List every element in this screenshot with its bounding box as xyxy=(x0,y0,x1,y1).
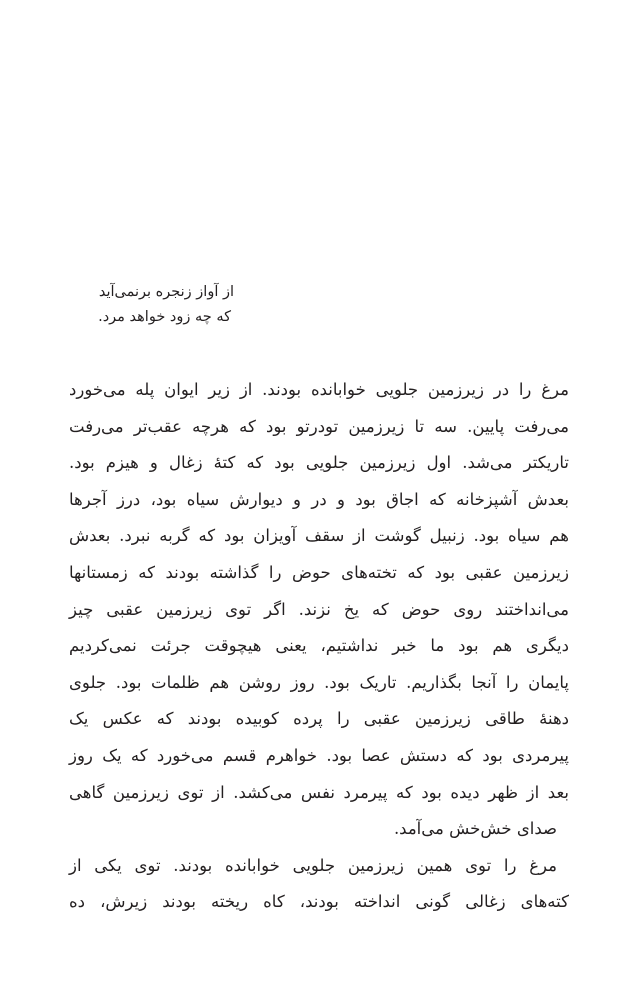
text-line: بعد از ظهر دیده بود که پیرمرد نفس می‌کشد. از توی زیرزمین گاهی xyxy=(69,782,569,802)
text-line: دیگری هم بود ما خبر نداشتیم، یعنی هیچوقت جرئت نمی‌کردیم xyxy=(69,636,569,656)
paragraph xyxy=(69,848,569,921)
text-line: صدای خش‌خش می‌آمد. xyxy=(393,819,557,839)
text-line: بعدش آشپزخانه که اجاق بود و در و دیوارش سیاه بود، درز آجرها xyxy=(69,489,569,509)
text-line: تاریکتر می‌شد. اول زیرزمین جلویی بود که کتهٔ زغال و هیزم بود. xyxy=(69,453,569,473)
text-line: پایمان را آنجا بگذاریم. تاریک بود. روز روشن هم ظلمات بود. جلوی xyxy=(69,672,569,692)
text-line: می‌رفت پایین. سه تا زیرزمین تودرتو بود که هرچه عقب‌تر می‌رفت xyxy=(69,416,569,436)
paragraph xyxy=(69,372,569,848)
text-line: می‌انداختند روی حوض که یخ نزند. اگر توی زیرزمین عقبی چیز xyxy=(69,599,569,619)
body-text xyxy=(69,372,569,921)
text-line: دهنهٔ طاقی زیرزمین عقبی را پرده کوبیده بودند که عکس یک xyxy=(69,709,569,729)
text-line: پیرمردی بود که دستش عصا بود. خواهرم قسم می‌خورد که یک روز xyxy=(69,745,569,765)
text-line: زیرزمین عقبی بود که تخته‌های حوض را گذاشته بودند که زمستانها xyxy=(69,562,569,582)
epigraph xyxy=(34,280,234,330)
epigraph-line: که چه زود خواهد مرد. xyxy=(98,309,231,325)
text-line: کته‌های زغالی گونی انداخته بودند، کاه ریخته بودند زیرش، ده xyxy=(69,892,569,912)
epigraph-line: از آواز زنجره برنمی‌آید xyxy=(98,284,234,300)
text-line: هم سیاه بود. زنبیل گوشت از سقف آویزان بود که گربه نبرد. بعدش xyxy=(69,526,569,546)
text-line: مرغ را توی همین زیرزمین جلویی خوابانده بودند. توی یکی از xyxy=(69,855,557,875)
text-line: مرغ را در زیرزمین جلویی خوابانده بودند. از زیر ایوان پله می‌خورد xyxy=(69,380,569,399)
